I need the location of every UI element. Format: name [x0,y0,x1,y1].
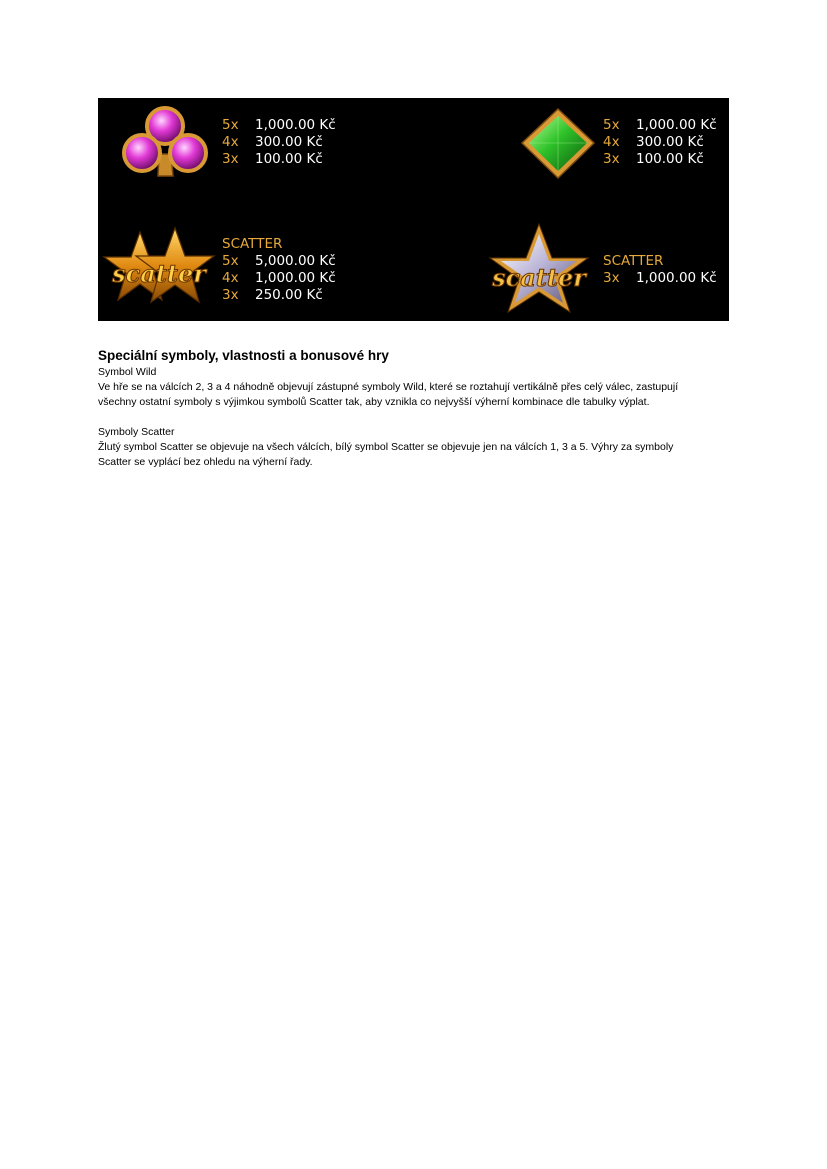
section-heading: Speciální symboly, vlastnosti a bonusové hry [98,348,389,363]
scatter-section-title: Symboly Scatter [98,426,175,438]
scatter-title: SCATTER [222,236,283,252]
silver-scatter-payouts [603,253,717,287]
special-symbols-section [98,347,738,470]
payout-row: 4x 1,000.00 Kč [222,270,336,286]
silver-scatter-icon-text: scatter [492,263,586,292]
payout-row: 3x 250.00 Kč [222,287,323,303]
payout-row: 5x 1,000.00 Kč [222,117,336,133]
scatter-title: SCATTER [603,253,664,269]
diamond-symbol-cell [418,98,729,208]
wild-text-line: všechny ostatní symboly s výjimkou symbolů Scatter tak, aby vznikla co nejvyšší výherní kombinace dle tabulky výplat. [98,396,650,408]
payout-row: 3x 1,000.00 Kč [603,270,717,286]
club-gem-icon [118,104,213,184]
gold-scatter-icon-text: scatter [112,259,206,288]
club-symbol-cell [98,98,398,208]
payout-row: 4x 300.00 Kč [603,134,704,150]
wild-title: Symbol Wild [98,366,157,378]
payout-row: 5x 1,000.00 Kč [603,117,717,133]
gold-scatter-star-icon [102,224,217,314]
wild-text-line: Ve hře se na válcích 2, 3 a 4 náhodně objevují zástupné symboly Wild, které se roztahují vertikálně přes celý válec, zastupují [98,381,679,393]
club-payouts [222,117,336,168]
scatter-text-line: Žlutý symbol Scatter se objevuje na všech válcích, bílý symbol Scatter se objevuje jen na válcích 1, 3 a 5. Výhry za symboly [98,441,674,453]
silver-scatter-star-icon [484,222,594,314]
paytable-panel [98,98,729,321]
silver-scatter-cell [418,218,729,321]
gold-scatter-cell [98,218,398,321]
payout-row: 3x 100.00 Kč [222,151,323,167]
payout-row: 5x 5,000.00 Kč [222,253,336,269]
payout-row: 4x 300.00 Kč [222,134,323,150]
diamond-payouts [603,117,717,168]
scatter-text-line: Scatter se vyplácí bez ohledu na výherní řady. [98,456,313,468]
diamond-gem-icon [518,106,598,181]
payout-row: 3x 100.00 Kč [603,151,704,167]
gold-scatter-payouts [222,236,336,304]
